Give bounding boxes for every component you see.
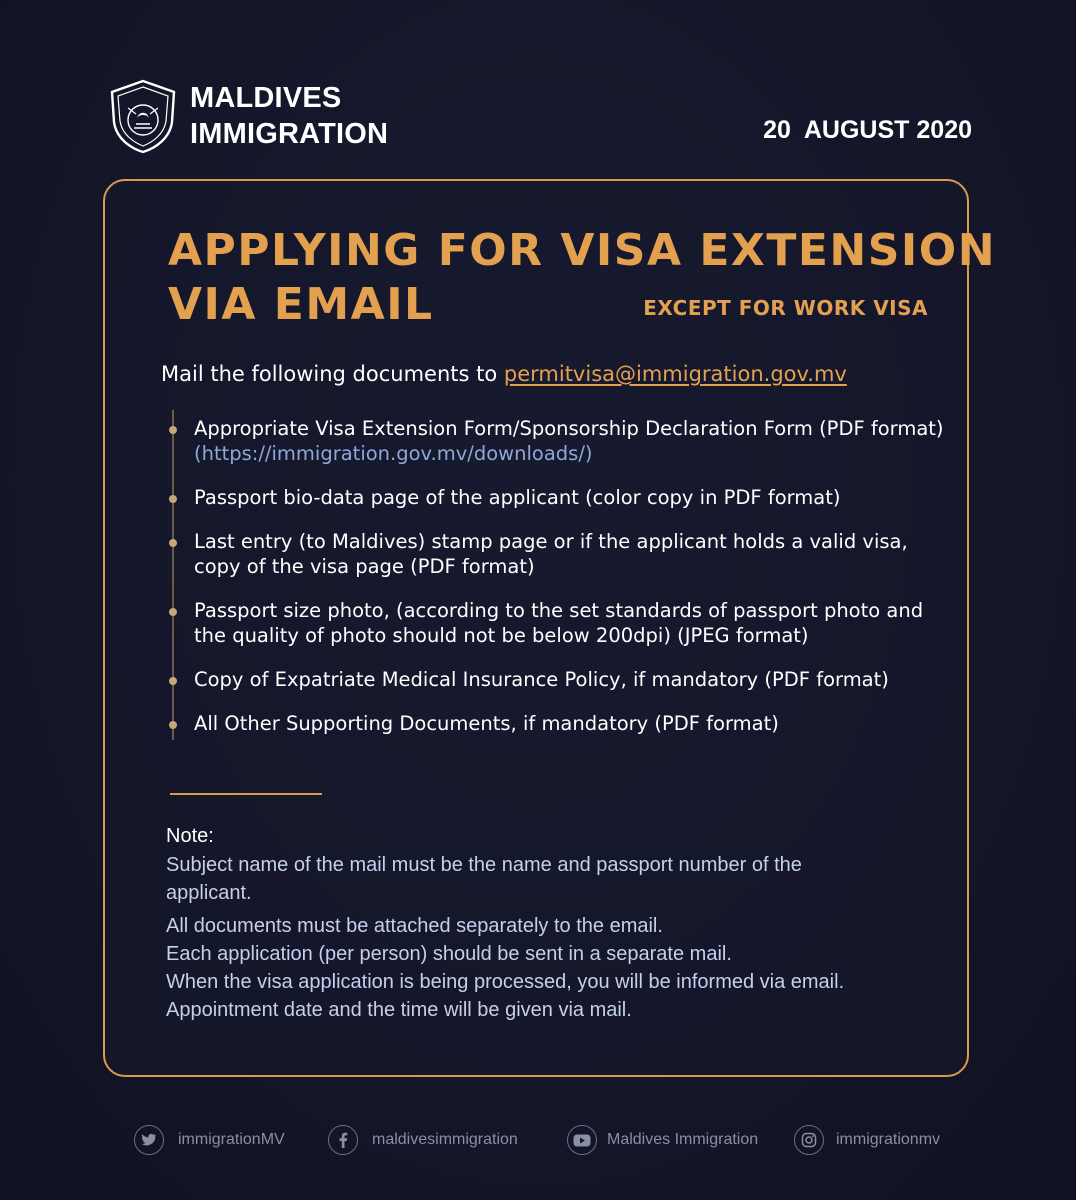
- document-item: [168, 529, 948, 579]
- youtube-icon: [567, 1125, 597, 1155]
- bullet-dot-icon: [169, 608, 177, 616]
- twitter-icon: [134, 1125, 164, 1155]
- bullet-dot-icon: [169, 539, 177, 547]
- downloads-link[interactable]: (https://immigration.gov.mv/downloads/): [194, 442, 593, 465]
- announcement-date: 20 AUGUST 2020: [763, 116, 972, 144]
- notes-list: [166, 851, 866, 1024]
- document-item: [168, 711, 948, 736]
- bullet-dot-icon: [169, 426, 177, 434]
- document-item: [168, 416, 948, 466]
- note-item: Each application (per person) should be sent in a separate mail.: [166, 943, 732, 965]
- document-list: [168, 416, 948, 736]
- document-item-text: All Other Supporting Documents, if mandatory (PDF format): [194, 712, 779, 735]
- organization-name-line1: MALDIVES: [190, 82, 342, 114]
- document-item-text: Appropriate Visa Extension Form/Sponsorship Declaration Form (PDF format): [194, 417, 944, 440]
- document-item-text: Passport size photo, (according to the set standards of passport photo and the quality of photo should not be below 200dpi) (JPEG format): [194, 599, 924, 647]
- subtitle: EXCEPT FOR WORK VISA: [643, 296, 928, 320]
- document-item: [168, 485, 948, 510]
- note-item: Appointment date and the time will be given via mail.: [166, 999, 632, 1021]
- instagram-handle: immigrationmv: [836, 1131, 941, 1148]
- document-item: [168, 598, 948, 648]
- note-item: When the visa application is being processed, you will be informed via email.: [166, 971, 845, 993]
- social-youtube[interactable]: [567, 1122, 758, 1158]
- intro-line: [161, 362, 847, 386]
- title-line2: VIA EMAIL: [168, 279, 434, 330]
- document-item: [168, 667, 948, 692]
- immigration-emblem-icon: [106, 78, 180, 154]
- twitter-handle: immigrationMV: [178, 1131, 285, 1148]
- organization-name-line2: IMMIGRATION: [190, 118, 389, 150]
- note-label: Note:: [166, 825, 214, 847]
- social-twitter[interactable]: [134, 1122, 285, 1158]
- bullet-dot-icon: [169, 677, 177, 685]
- social-instagram[interactable]: [794, 1122, 940, 1158]
- bullet-dot-icon: [169, 495, 177, 503]
- bullet-dot-icon: [169, 721, 177, 729]
- social-facebook[interactable]: [328, 1122, 518, 1158]
- facebook-handle: maldivesimmigration: [372, 1131, 518, 1148]
- divider: [170, 793, 322, 795]
- document-item-text: Last entry (to Maldives) stamp page or if the applicant holds a valid visa, copy of the visa page (PDF format): [194, 530, 908, 578]
- title-line1: APPLYING FOR VISA EXTENSION: [168, 225, 997, 276]
- note-item: All documents must be attached separately to the email.: [166, 915, 663, 937]
- instagram-icon: [794, 1125, 824, 1155]
- note-item: Subject name of the mail must be the name and passport number of the applicant.: [166, 854, 802, 904]
- email-link[interactable]: permitvisa@immigration.gov.mv: [503, 362, 847, 386]
- organization-name: [190, 80, 388, 152]
- document-item-text: Passport bio-data page of the applicant (color copy in PDF format): [194, 486, 841, 509]
- facebook-icon: [328, 1125, 358, 1155]
- document-item-text: Copy of Expatriate Medical Insurance Policy, if mandatory (PDF format): [194, 668, 889, 691]
- intro-text: Mail the following documents to: [161, 362, 504, 386]
- youtube-handle: Maldives Immigration: [607, 1131, 759, 1148]
